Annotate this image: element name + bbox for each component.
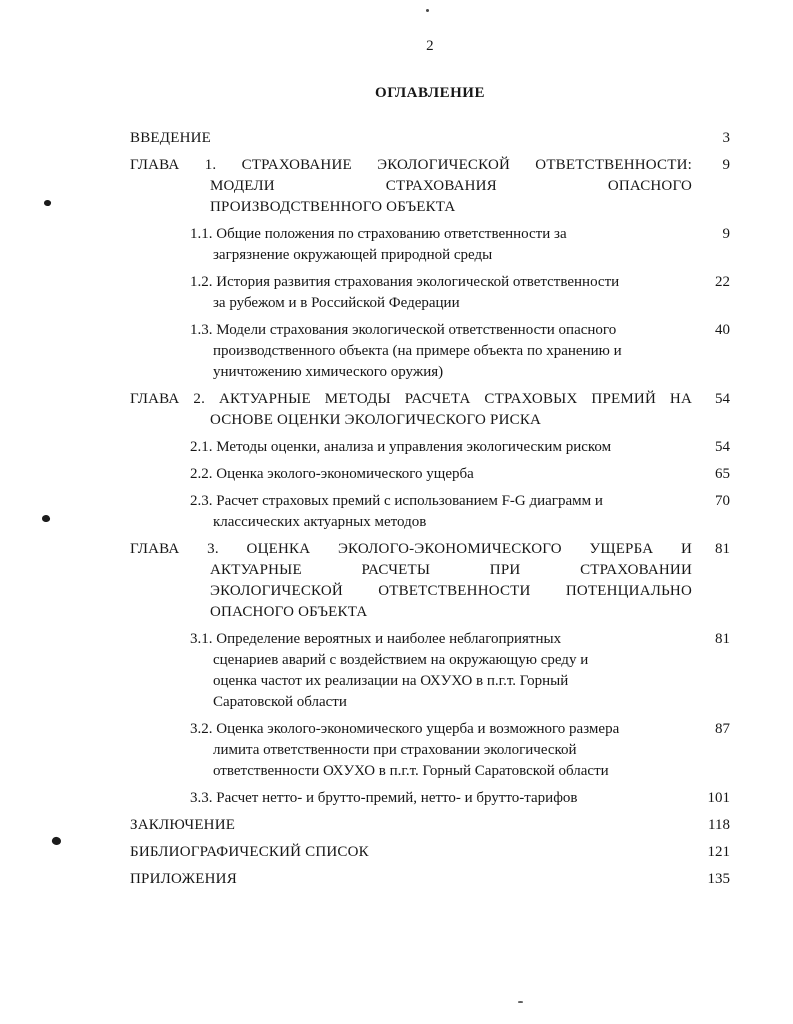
page-title: ОГЛАВЛЕНИЕ (375, 85, 485, 101)
toc-entry-page: 81 (715, 631, 730, 647)
toc-line: 1.1. Общие положения по страхованию ответственности за (190, 226, 567, 242)
toc-entry-label (190, 719, 692, 782)
toc-entry (130, 155, 730, 218)
toc-entry-page: 135 (707, 871, 730, 887)
toc-line: лимита ответственности при страховании экологической (213, 742, 577, 758)
toc-entry-page: 9 (722, 226, 730, 242)
toc-entry-label (190, 788, 692, 809)
toc-line: БИБЛИОГРАФИЧЕСКИЙ СПИСОК (130, 844, 369, 860)
toc-entry-page: 3 (722, 130, 730, 146)
toc-entry-label (130, 815, 692, 836)
toc-line: Саратовской области (213, 694, 347, 710)
toc-line: ГЛАВА 3. ОЦЕНКА ЭКОЛОГО-ЭКОНОМИЧЕСКОГО УЩЕРБА И (130, 541, 692, 557)
toc-line: ответственности ОХУХО в п.г.т. Горный Саратовской области (213, 763, 609, 779)
toc-entry-page: 54 (715, 391, 730, 407)
toc-line: загрязнение окружающей природной среды (213, 247, 493, 263)
toc-line: ОПАСНОГО ОБЪЕКТА (210, 604, 368, 620)
toc-line: 2.2. Оценка эколого-экономического ущерба (190, 466, 474, 482)
toc-line: оценка частот их реализации на ОХУХО в п.г.т. Горный (213, 673, 569, 689)
toc-entry-label (190, 491, 692, 533)
toc-entry-label (190, 224, 692, 266)
toc-line: ВВЕДЕНИЕ (130, 130, 211, 146)
toc-line: ЭКОЛОГИЧЕСКОЙ ОТВЕТСТВЕННОСТИ ПОТЕНЦИАЛЬНО (210, 583, 692, 599)
scan-speckle (426, 9, 429, 12)
toc-entry-label (130, 389, 692, 431)
toc-entry-label (130, 155, 692, 218)
toc-entry (130, 389, 730, 431)
toc-line: классических актуарных методов (213, 514, 427, 530)
toc-entry-page: 121 (707, 844, 730, 860)
toc-line: сценариев аварий с воздействием на окружающую среду и (213, 652, 589, 668)
toc-entry (130, 788, 730, 809)
toc-entry (130, 224, 730, 266)
toc-entry (130, 491, 730, 533)
toc-entry-page: 54 (715, 439, 730, 455)
toc-entry (130, 464, 730, 485)
toc-entry-label (130, 539, 692, 623)
toc-entry-page: 118 (708, 817, 730, 833)
toc-line: 1.3. Модели страхования экологической ответственности опасного (190, 322, 617, 338)
toc-line: ГЛАВА 2. АКТУАРНЫЕ МЕТОДЫ РАСЧЕТА СТРАХОВЫХ ПРЕМИЙ НА (130, 391, 692, 407)
page-number: 2 (426, 38, 434, 54)
toc-entry (130, 629, 730, 713)
toc-entry (130, 869, 730, 890)
toc-line: ГЛАВА 1. СТРАХОВАНИЕ ЭКОЛОГИЧЕСКОЙ ОТВЕТСТВЕННОСТИ: (130, 157, 692, 173)
toc-entry-page: 81 (715, 541, 730, 557)
toc-line: 2.3. Расчет страховых премий с использованием F-G диаграмм и (190, 493, 603, 509)
toc-line: ПРИЛОЖЕНИЯ (130, 871, 237, 887)
toc-line: АКТУАРНЫЕ РАСЧЕТЫ ПРИ СТРАХОВАНИИ (210, 562, 692, 578)
toc-entry-page: 40 (715, 322, 730, 338)
toc-line: 3.1. Определение вероятных и наиболее неблагоприятных (190, 631, 562, 647)
scan-speckle (518, 1001, 523, 1003)
toc-line: за рубежом и в Российской Федерации (213, 295, 460, 311)
toc-line: 1.2. История развития страхования экологической ответственности (190, 274, 620, 290)
toc-entry-label (130, 842, 692, 863)
toc-entry-label (190, 629, 692, 713)
toc-entry-page: 101 (707, 790, 730, 806)
toc-entry-label (190, 437, 692, 458)
toc-line: ОСНОВЕ ОЦЕНКИ ЭКОЛОГИЧЕСКОГО РИСКА (210, 412, 542, 428)
toc-entry-label (190, 320, 692, 383)
toc-entry (130, 437, 730, 458)
toc-line: 2.1. Методы оценки, анализа и управления экологическим риском (190, 439, 612, 455)
toc-entry (130, 719, 730, 782)
toc-entry-label (190, 464, 692, 485)
toc-entry (130, 842, 730, 863)
toc-entry (130, 815, 730, 836)
toc-list (130, 128, 730, 890)
toc-entry-page: 87 (715, 721, 730, 737)
toc-line: уничтожению химического оружия) (213, 364, 444, 380)
toc-line: ПРОИЗВОДСТВЕННОГО ОБЪЕКТА (210, 199, 456, 215)
toc-entry-page: 65 (715, 466, 730, 482)
toc-entry-page: 9 (722, 157, 730, 173)
toc-line: МОДЕЛИ СТРАХОВАНИЯ ОПАСНОГО (210, 178, 692, 194)
toc-entry-label (130, 128, 692, 149)
toc-line: ЗАКЛЮЧЕНИЕ (130, 817, 236, 833)
toc-entry (130, 320, 730, 383)
toc-line: 3.2. Оценка эколого-экономического ущерба и возможного размера (190, 721, 620, 737)
toc-entry-label (190, 272, 692, 314)
toc-entry-page: 70 (715, 493, 730, 509)
toc-line: 3.3. Расчет нетто- и брутто-премий, нетто- и брутто-тарифов (190, 790, 578, 806)
toc-line: производственного объекта (на примере объекта по хранению и (213, 343, 622, 359)
toc-entry-label (130, 869, 692, 890)
toc-entry (130, 539, 730, 623)
toc-entry-page: 22 (715, 274, 730, 290)
toc-entry (130, 272, 730, 314)
toc-entry (130, 128, 730, 149)
